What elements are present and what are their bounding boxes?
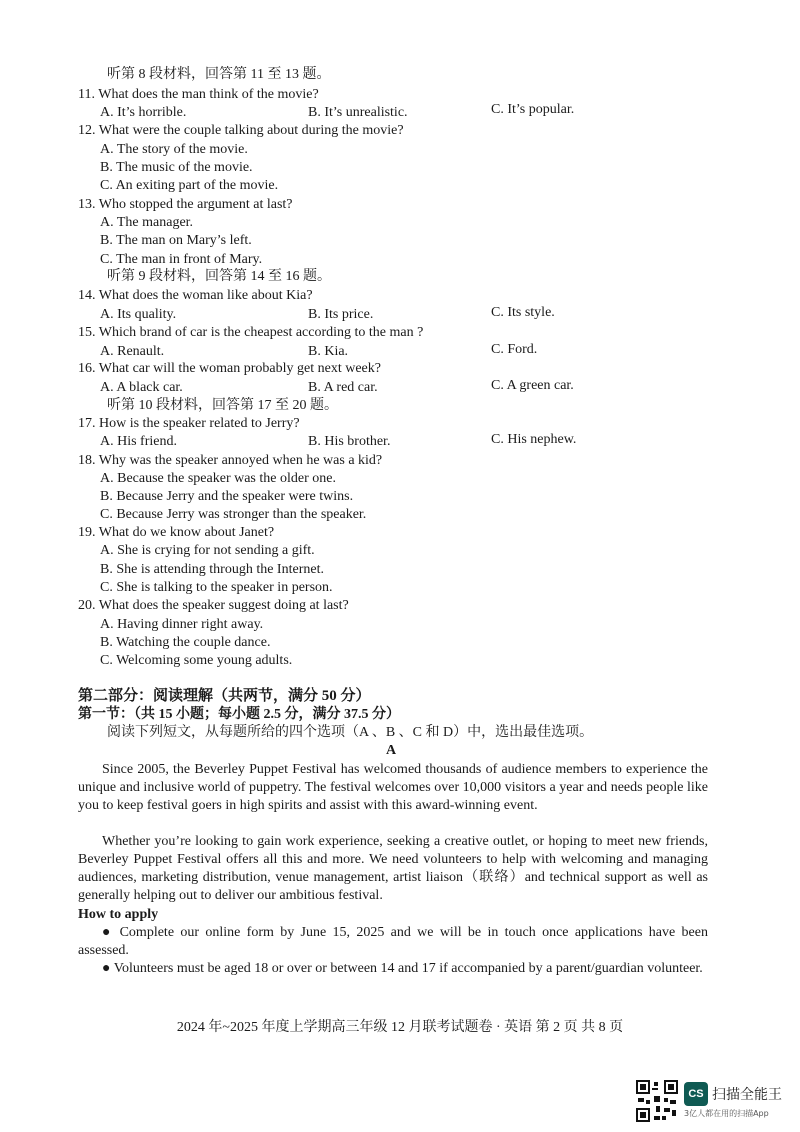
question-19-option-b: B. She is attending through the Internet. — [100, 562, 324, 577]
how-to-apply-heading: How to apply — [78, 907, 159, 922]
question-13-stem: 13. Who stopped the argument at last? — [78, 197, 293, 212]
question-14-option-a: A. Its quality. — [100, 307, 177, 322]
question-12-option-a: A. The story of the movie. — [100, 142, 248, 157]
question-20-stem: 20. What does the speaker suggest doing at last? — [78, 598, 349, 613]
question-15-option-c: C. Ford. — [491, 342, 538, 357]
passage-label: A — [386, 743, 397, 758]
apply-bullet-1: ● Complete our online form by June 15, 2025 and we will be in touch once applications have been assessed. — [78, 925, 708, 958]
question-19-option-c: C. She is talking to the speaker in person. — [100, 580, 333, 595]
question-13-option-a: A. The manager. — [100, 215, 194, 230]
question-16-option-b: B. A red car. — [308, 380, 378, 395]
question-20-option-b: B. Watching the couple dance. — [100, 635, 271, 650]
question-12-option-b: B. The music of the movie. — [100, 160, 253, 175]
reading-instruction: 阅读下列短文，从每题所给的四个选项（A 、B 、C 和 D）中，选出最佳选项。 — [107, 725, 594, 740]
scanner-brand-name: 扫描全能王 — [712, 1087, 782, 1103]
apply-bullet-2: ● Volunteers must be aged 18 or over or between 14 and 17 if accompanied by a parent/guardian volunteer. — [102, 961, 703, 976]
question-12-option-c: C. An exiting part of the movie. — [100, 178, 279, 193]
question-19-stem: 19. What do we know about Janet? — [78, 525, 275, 540]
question-11-option-b: B. It’s unrealistic. — [308, 105, 408, 120]
question-17-option-b: B. His brother. — [308, 434, 391, 449]
question-17-option-a: A. His friend. — [100, 434, 177, 449]
page-footer: 2024 年~2025 年度上学期高三年级 12 月联考试题卷 · 英语 第 2 页 共 8 页 — [176, 1020, 624, 1035]
question-18-option-c: C. Because Jerry was stronger than the speaker. — [100, 507, 367, 522]
section-9-instruction: 听第 9 段材料，回答第 14 至 16 题。 — [107, 269, 331, 284]
question-11-option-c: C. It’s popular. — [491, 102, 575, 117]
question-11-option-a: A. It’s horrible. — [100, 105, 187, 120]
question-13-option-c: C. The man in front of Mary. — [100, 252, 263, 267]
question-13-option-b: B. The man on Mary’s left. — [100, 233, 252, 248]
camscanner-logo-icon: CS — [684, 1082, 708, 1106]
question-18-option-a: A. Because the speaker was the older one. — [100, 471, 336, 486]
question-14-stem: 14. What does the woman like about Kia? — [78, 288, 313, 303]
question-15-option-b: B. Kia. — [308, 344, 349, 359]
question-12-stem: 12. What were the couple talking about during the movie? — [78, 123, 404, 138]
question-14-option-b: B. Its price. — [308, 307, 374, 322]
question-17-option-c: C. His nephew. — [491, 432, 577, 447]
part-two-subtitle: 第一节：（共 15 小题；每小题 2.5 分，满分 37.5 分） — [78, 707, 400, 722]
question-16-option-a: A. A black car. — [100, 380, 183, 395]
passage-paragraph-1: Since 2005, the Beverley Puppet Festival has welcomed thousands of audience members to experience the unique and inclusive world of puppetry. The festival welcomes over 10,000 visitors a year and needs people like you to keep festival goers in high spirits and assist with this award-winning event. — [78, 762, 708, 813]
passage-paragraph-2: Whether you’re looking to gain work experience, seeking a creative outlet, or hoping to meet new friends, Beverley Puppet Festival offers all this and more. We need volunteers to help with welcoming and managing audiences, marketing distribution, venue management, artist liaison（联络）and technical support as well as generally helping out to deliver our ambitious festival. — [78, 834, 708, 903]
qr-code-icon — [636, 1080, 678, 1122]
question-17-stem: 17. How is the speaker related to Jerry? — [78, 416, 300, 431]
part-two-title: 第二部分：阅读理解（共两节，满分 50 分） — [78, 688, 371, 704]
scanner-watermark — [636, 1080, 786, 1124]
question-16-option-c: C. A green car. — [491, 378, 574, 393]
question-15-option-a: A. Renault. — [100, 344, 165, 359]
question-16-stem: 16. What car will the woman probably get next week? — [78, 361, 381, 376]
question-19-option-a: A. She is crying for not sending a gift. — [100, 543, 315, 558]
question-20-option-c: C. Welcoming some young adults. — [100, 653, 293, 668]
section-10-instruction: 听第 10 段材料，回答第 17 至 20 题。 — [107, 398, 338, 413]
question-14-option-c: C. Its style. — [491, 305, 555, 320]
question-18-option-b: B. Because Jerry and the speaker were twins. — [100, 489, 354, 504]
question-20-option-a: A. Having dinner right away. — [100, 617, 264, 632]
question-11-stem: 11. What does the man think of the movie? — [78, 87, 319, 102]
question-18-stem: 18. Why was the speaker annoyed when he was a kid? — [78, 453, 383, 468]
scanner-tagline: 3亿人都在用的扫描App — [684, 1109, 769, 1118]
section-8-instruction: 听第 8 段材料，回答第 11 至 13 题。 — [107, 67, 331, 82]
question-15-stem: 15. Which brand of car is the cheapest according to the man ? — [78, 325, 424, 340]
